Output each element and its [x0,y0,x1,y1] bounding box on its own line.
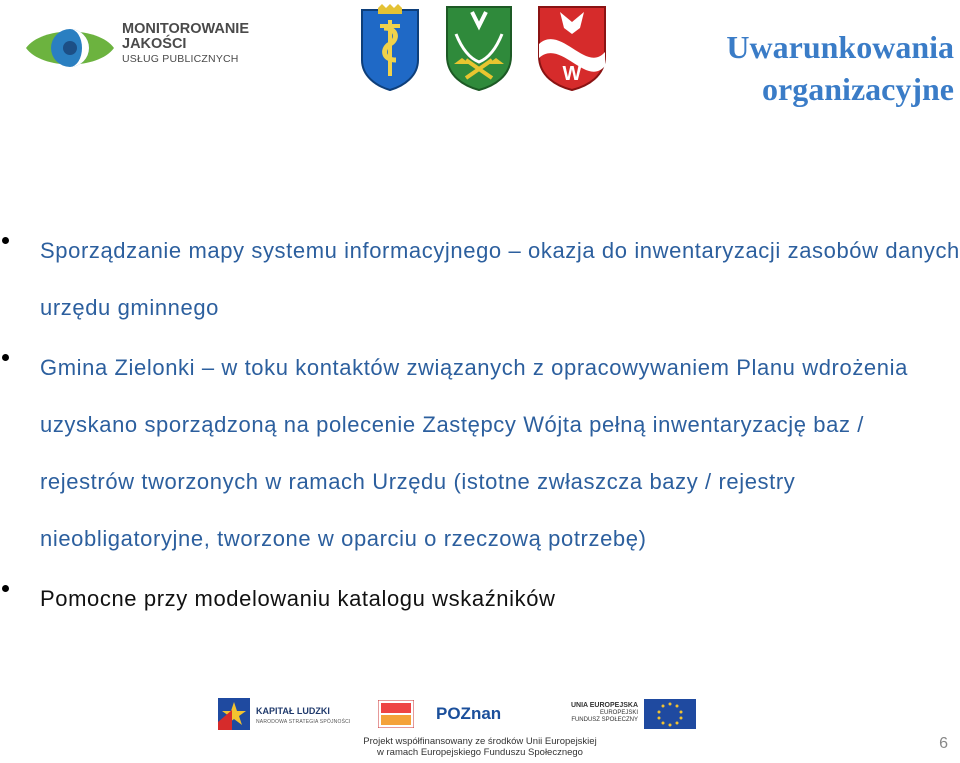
page-number: 6 [939,735,948,752]
bullet-dot-icon [2,354,9,361]
poznan-logo-text: POZnan [436,704,502,723]
monitorowanie-eye-icon [22,18,118,78]
monitorowanie-logo-text [122,22,249,67]
bullet-text: Gmina Zielonki – w toku kontaktów związanych z opracowywaniem Planu wdrożenia uzyskano sporządzoną na polecenie Zastępcy Wójta pełną inwentaryzację baz / rejestrów tworzonych w ramach Urzędu (istotne zwłaszcza bazy / rejestry nieobligatoryjne, tworzone w oparciu o rzeczową potrzebę) [40,355,908,551]
bullet-dot-icon [2,585,9,592]
bullet-item [0,339,960,567]
monitorowanie-logo [22,18,272,78]
slide-title: Uwarunkowania organizacyjne [726,29,954,107]
ue-line-1: UNIA EUROPEJSKA [570,702,638,709]
project-note-line-1: Projekt współfinansowany ze środków Unii Europejskiej [363,736,597,747]
ue-line-2: EUROPEJSKI [599,710,638,716]
bullet-text: Pomocne przy modelowaniu katalogu wskaźników [40,586,556,611]
footer-logos [218,692,688,738]
project-note [310,736,650,758]
crest-powiat-icon [536,4,608,92]
logo-line-2: JAKOŚCI [122,36,187,52]
bullet-item [0,222,960,336]
kapital-ludzki-icon [218,698,250,730]
eu-flag-icon [644,699,696,729]
bullet-list [0,222,960,630]
kapital-ludzki-sub: NARODOWA STRATEGIA SPÓJNOŚCI [256,719,351,725]
bullet-dot-icon [2,237,9,244]
ue-efs-label [558,702,638,724]
logo-line-3: USŁUG PUBLICZNYCH [122,53,239,65]
svg-text:W: W [562,63,582,85]
kapital-ludzki-label: KAPITAŁ LUDZKI [256,706,330,716]
crest-gmina-icon [444,4,514,92]
poznan-crest-icon [378,700,414,728]
logo-line-1: MONITOROWANIE [122,21,250,37]
crest-sandomierz-icon [358,4,422,92]
ue-line-3: FUNDUSZ SPOŁECZNY [571,717,638,723]
bullet-item [0,570,960,627]
bullet-text: Sporządzanie mapy systemu informacyjnego – okazja do inwentaryzacji zasobów danych urzędu gminnego [40,238,960,320]
project-note-line-2: w ramach Europejskiego Funduszu Społecznego [377,747,583,758]
